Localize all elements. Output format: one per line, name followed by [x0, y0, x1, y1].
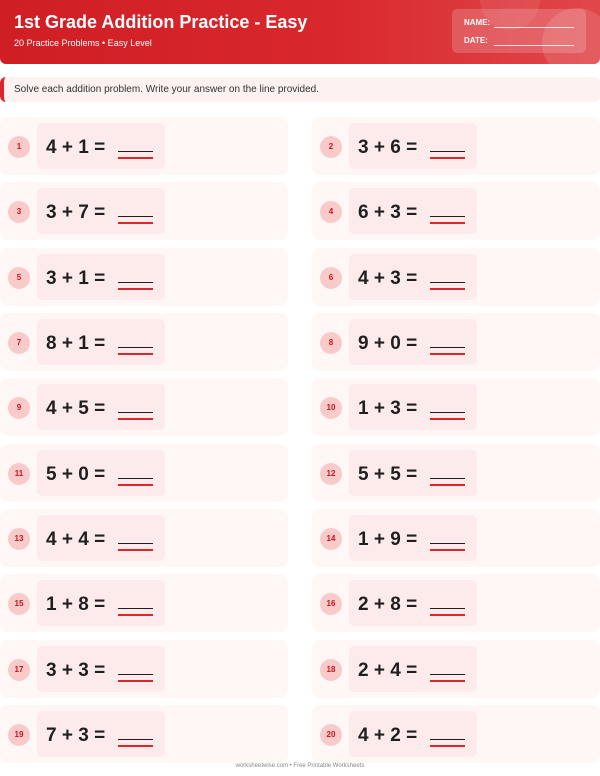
answer-line[interactable]: [430, 726, 465, 747]
problem-card: [312, 444, 600, 502]
equation-text: 2 + 4 =: [358, 660, 418, 681]
problem-number-badge: 19: [8, 724, 30, 746]
problem-card: [0, 117, 288, 175]
problem-card: [312, 378, 600, 436]
problem-card: [0, 574, 288, 632]
problem-card: [0, 509, 288, 567]
answer-line[interactable]: [430, 465, 465, 486]
problem-card: [0, 444, 288, 502]
problem-number-badge: 18: [320, 659, 342, 681]
problem-card: [0, 313, 288, 371]
equation-text: 3 + 7 =: [46, 202, 106, 223]
equation-box: [349, 646, 477, 692]
problem-card: [312, 509, 600, 567]
problem-number-badge: 20: [320, 724, 342, 746]
problem-card: [312, 574, 600, 632]
problem-card: [312, 248, 600, 306]
problem-number-badge: 11: [8, 463, 30, 485]
answer-line[interactable]: [430, 203, 465, 224]
equation-box: [37, 646, 165, 692]
answer-line[interactable]: [430, 595, 465, 616]
problem-card: [0, 182, 288, 240]
problem-number-badge: 13: [8, 528, 30, 550]
equation-box: [349, 515, 477, 561]
problem-number-badge: 7: [8, 332, 30, 354]
problem-card: [312, 705, 600, 763]
equation-box: [37, 384, 165, 430]
answer-line[interactable]: [118, 661, 153, 682]
problem-number-badge: 1: [8, 136, 30, 158]
equation-text: 4 + 3 =: [358, 268, 418, 289]
equation-text: 9 + 0 =: [358, 333, 418, 354]
equation-text: 7 + 3 =: [46, 725, 106, 746]
footer-text: worksheetwise.com • Free Printable Worksheets: [235, 763, 365, 769]
equation-box: [349, 580, 477, 626]
problem-number-badge: 4: [320, 201, 342, 223]
equation-text: 1 + 3 =: [358, 398, 418, 419]
equation-box: [37, 515, 165, 561]
problem-number-badge: 16: [320, 593, 342, 615]
equation-text: 3 + 3 =: [46, 660, 106, 681]
worksheet-subtitle: 20 Practice Problems • Easy Level: [14, 38, 152, 48]
answer-line[interactable]: [118, 203, 153, 224]
answer-line[interactable]: [118, 334, 153, 355]
equation-text: 6 + 3 =: [358, 202, 418, 223]
answer-line[interactable]: [430, 334, 465, 355]
name-date-box: [452, 9, 586, 53]
answer-line[interactable]: [118, 138, 153, 159]
answer-line[interactable]: [430, 530, 465, 551]
answer-line[interactable]: [118, 269, 153, 290]
problem-card: [312, 182, 600, 240]
equation-box: [37, 450, 165, 496]
equation-text: 3 + 1 =: [46, 268, 106, 289]
equation-text: 3 + 6 =: [358, 137, 418, 158]
worksheet-title: 1st Grade Addition Practice - Easy: [14, 12, 308, 32]
equation-text: 1 + 8 =: [46, 594, 106, 615]
problem-number-badge: 2: [320, 136, 342, 158]
equation-text: 4 + 4 =: [46, 529, 106, 550]
problem-card: [0, 248, 288, 306]
answer-line[interactable]: [118, 465, 153, 486]
equation-box: [37, 188, 165, 234]
equation-text: 5 + 5 =: [358, 464, 418, 485]
equation-box: [349, 123, 477, 169]
problem-number-badge: 10: [320, 397, 342, 419]
equation-box: [37, 711, 165, 757]
answer-line[interactable]: [430, 661, 465, 682]
equation-box: [349, 450, 477, 496]
problem-number-badge: 8: [320, 332, 342, 354]
answer-line[interactable]: [430, 399, 465, 420]
equation-text: 1 + 9 =: [358, 529, 418, 550]
date-line: [494, 45, 574, 46]
name-field[interactable]: [464, 18, 490, 27]
equation-text: 4 + 2 =: [358, 725, 418, 746]
problem-number-badge: 3: [8, 201, 30, 223]
problem-card: [0, 705, 288, 763]
instructions-text: Solve each addition problem. Write your answer on the line provided.: [14, 84, 319, 95]
answer-line[interactable]: [118, 595, 153, 616]
problem-card: [312, 117, 600, 175]
equation-box: [349, 384, 477, 430]
equation-text: 5 + 0 =: [46, 464, 106, 485]
equation-box: [37, 580, 165, 626]
equation-box: [349, 254, 477, 300]
equation-text: 2 + 8 =: [358, 594, 418, 615]
problem-card: [0, 378, 288, 436]
equation-box: [349, 319, 477, 365]
equation-box: [37, 319, 165, 365]
equation-box: [37, 254, 165, 300]
problem-number-badge: 9: [8, 397, 30, 419]
worksheet-header: [0, 0, 600, 64]
problem-number-badge: 6: [320, 267, 342, 289]
name-line: [494, 27, 574, 28]
name-label: NAME:: [464, 18, 491, 27]
date-field[interactable]: [464, 36, 488, 45]
equation-text: 8 + 1 =: [46, 333, 106, 354]
equation-box: [349, 188, 477, 234]
problem-number-badge: 14: [320, 528, 342, 550]
answer-line[interactable]: [118, 530, 153, 551]
problem-card: [312, 640, 600, 698]
problem-number-badge: 12: [320, 463, 342, 485]
date-label: DATE:: [464, 36, 488, 45]
answer-line[interactable]: [118, 726, 153, 747]
equation-text: 4 + 5 =: [46, 398, 106, 419]
instructions-bar: [0, 77, 600, 102]
equation-box: [37, 123, 165, 169]
equation-text: 4 + 1 =: [46, 137, 106, 158]
answer-line[interactable]: [430, 138, 465, 159]
equation-box: [349, 711, 477, 757]
problem-number-badge: 17: [8, 659, 30, 681]
problem-number-badge: 15: [8, 593, 30, 615]
problem-card: [0, 640, 288, 698]
problem-number-badge: 5: [8, 267, 30, 289]
problem-card: [312, 313, 600, 371]
answer-line[interactable]: [430, 269, 465, 290]
answer-line[interactable]: [118, 399, 153, 420]
